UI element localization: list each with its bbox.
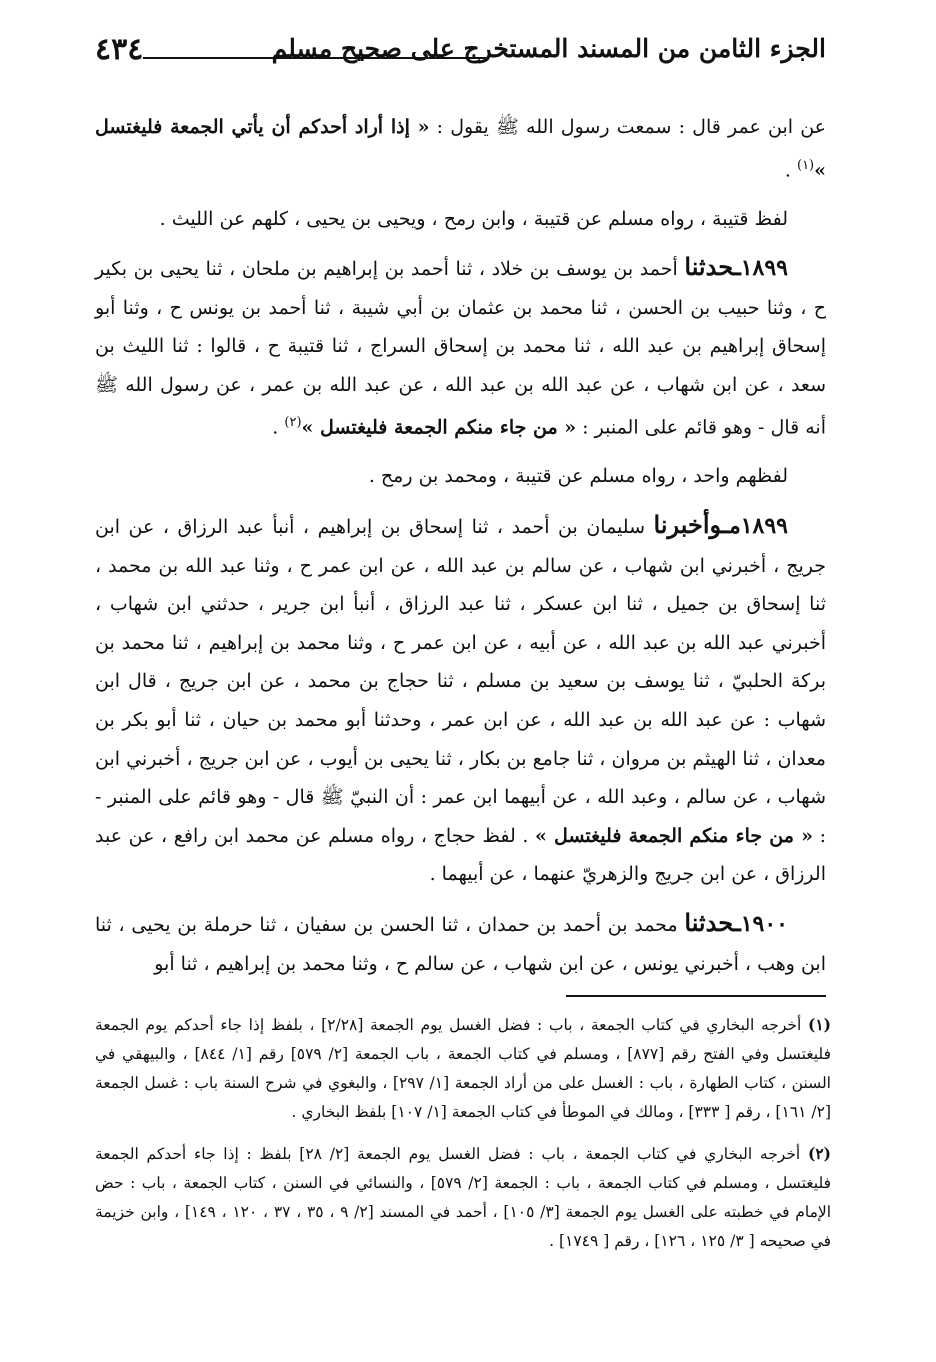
paragraph-text: عن ابن عمر قال : سمعت رسول الله ﷺ يقول : (429, 116, 826, 138)
footnote-reference: (٢) (284, 415, 302, 431)
paragraph-text: أحمد بن يوسف بن خلاد ، ثنا أحمد بن إبراهيم بن ملحان ، ثنا يحيى بن بكير ح ، وثنا حبيب بن الحسن ، ثنا محمد بن عثمان بن أبي شيبة ، ثنا أحمد بن يونس ح ، وثنا أبو إسحاق إبراهيم بن عبد الله ، ثنا محمد بن إسحاق السراج ، ثنا قتيبة ح ، قالوا : ثنا الليث بن سعد ، عن ابن شهاب ، عن عبد الله بن عبد الله ، عن عبد الله بن عمر ، عن رسول الله ﷺ أنه قال - وهو قائم على المنبر : (95, 258, 826, 439)
header-rule (143, 57, 486, 59)
paragraph-tail: . (784, 158, 797, 181)
footnote-text: أخرجه البخاري في كتاب الجمعة ، باب : فضل الغسل يوم الجمعة [٢/ ٢٨] بلفظ : إذا جاء أحدكم الجمعة فليغتسل ، ومسلم في كتاب الجمعة ، باب : الجمعة [٢/ ٥٧٩] ، والنسائي في السنن ، كتاب الجمعة ، باب : حض الإمام في خطبته على الغسل يوم الجمعة [٣/ ١٠٥] ، أحمد في المسند [٢/ ٩ ، ٣٥ ، ٣٧ ، ١٢٠ ، ١٤٩] ، وابن خزيمة في صحيحه [ ٣/ ١٢٥ ، ١٢٦] ، رقم [ ١٧٤٩] . (95, 1145, 832, 1250)
page-number: ٤٣٤ (95, 32, 144, 67)
paragraph-text: سليمان بن أحمد ، ثنا إسحاق بن إبراهيم ، أنبأ عبد الرزاق ، عن ابن جريج ، أخبرني ابن شهاب ، عن سالم بن عبد الله ، عن ابن عمر ح ، وثنا عبد الله بن محمد ، ثنا إسحاق بن جميل ، ثنا ابن عسكر ، ثنا عبد الرزاق ، أنبأ ابن جرير ، حدثني ابن شهاب ، أخبرني عبد الله بن عبد الله ، عن أبيه ، عن ابن عمر ح ، وثنا محمد بن إبراهيم ، ثنا محمد بن بركة الحلبيّ ، ثنا يوسف بن سعيد بن مسلم ، ثنا حجاج بن محمد ، عن ابن جريج ، قال ابن شهاب : عن عبد الله بن عبد الله ، عن ابن عمر ، وحدثنا أبو محمد بن حيان ، ثنا أبو بكر بن معدان ، ثنا الهيثم بن مروان ، ثنا جامع بن بكار ، ثنا يحيى بن أيوب ، عن ابن جريج ، أخبرني ابن شهاب ، عن سالم ، وعبد الله ، عن أبيهما ابن عمر : أن النبيّ ﷺ قال - وهو قائم على المنبر - : (95, 516, 826, 847)
running-title: الجزء الثامن من المسند المستخرج على صحيح مسلم (271, 34, 826, 63)
paragraph-hadith-1899 (95, 248, 826, 447)
footnote-1 (95, 1010, 831, 1127)
paragraph-hadith-1899m (95, 506, 826, 894)
hadith-keyword: ـحدثنا (684, 252, 741, 282)
hadith-keyword: ـوأخبرنا (653, 510, 729, 539)
paragraph-tail: . (272, 416, 285, 439)
footnote-reference: (١) (796, 157, 815, 173)
hadith-keyword: ـحدثنا (684, 907, 741, 937)
footnotes (95, 1010, 831, 1256)
footnote-2 (95, 1139, 831, 1256)
footnote-text: أخرجه البخاري في كتاب الجمعة ، باب : فضل الغسل يوم الجمعة [٢/٢٨] ، بلفظ إذا جاء أحدكم يوم الجمعة فليغتسل وفي الفتح رقم [٨٧٧] ، ومسلم في كتاب الجمعة ، باب الجمعة [٢/ ٥٧٩] رقم [١/ ٨٤٤] ، والبيهقي في السنن ، كتاب الطهارة ، باب : الغسل على من أراد الجمعة [١/ ٢٩٧] ، والبغوي في شرح السنة باب : غسل الجمعة [٢/ ١٦١] ، رقم [ ٣٣٣] ، ومالك في الموطأ في كتاب الجمعة [١/ ١٠٧] بلفظ البخاري . (95, 1016, 831, 1121)
paragraph-hadith-1900 (95, 904, 826, 983)
hadith-number: ١٨٩٩ (740, 255, 788, 282)
paragraph-hadith-intro (95, 108, 826, 190)
paragraph-text: لفظهم واحد ، رواه مسلم عن قتيبة ، ومحمد بن رمح . (368, 465, 788, 488)
footnote-marker: (١) (807, 1015, 831, 1034)
main-text (95, 108, 826, 983)
footnote-separator (566, 995, 826, 997)
hadith-quote: « من جاء منكم الجمعة فليغتسل » (301, 416, 577, 439)
footnote-marker: (٢) (807, 1144, 831, 1163)
page-header (95, 32, 826, 82)
paragraph-text: لفظ قتيبة ، رواه مسلم عن قتيبة ، وابن رمح ، ويحيى بن يحيى ، كلهم عن الليث . (159, 207, 788, 230)
paragraph-text: . لفظ حجاج ، رواه مسلم عن محمد ابن رافع ، عن عبد الرزاق ، عن ابن جريج والزهريّ عنهما ، عن أبيهما . (95, 824, 826, 886)
hadith-number: ١٩٠٠ (740, 910, 788, 937)
hadith-quote: « من جاء منكم الجمعة فليغتسل » (535, 824, 813, 847)
paragraph-text: محمد بن أحمد بن حمدان ، ثنا الحسن بن سفيان ، ثنا حرملة بن يحيى ، ثنا ابن وهب ، أخبرني يونس ، عن ابن شهاب ، عن سالم ح ، وثنا محمد بن إبراهيم ، ثنا أبو (95, 913, 826, 975)
hadith-number: ١٨٩٩م (728, 513, 788, 539)
paragraph-attribution (95, 457, 826, 496)
paragraph-attribution (95, 200, 826, 239)
hadith-quote: « إذا أراد أحدكم أن يأتي الجمعة فليغتسل » (95, 116, 826, 181)
